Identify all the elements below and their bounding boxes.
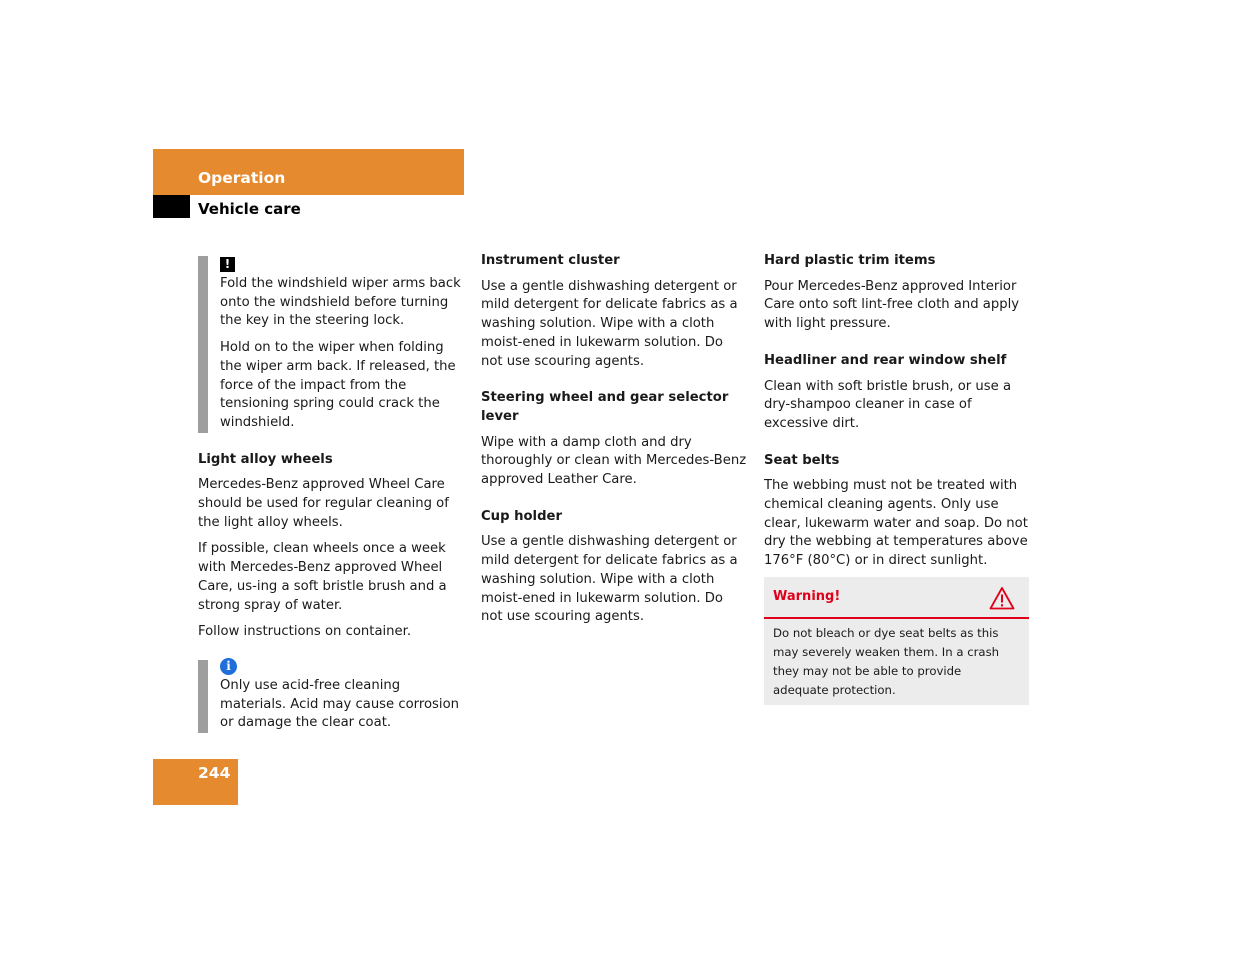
section-paragraph: Follow instructions on container. — [198, 624, 412, 640]
section-marker — [153, 195, 190, 218]
section-instrument-cluster — [481, 252, 747, 371]
warning-label: Warning! — [773, 588, 841, 604]
note-bar — [198, 256, 208, 433]
section-paragraph: Pour Mercedes-Benz approved Interior Care onto soft lint-free cloth and apply with light pressure. — [764, 278, 1020, 332]
section-heading: Cup holder — [481, 508, 562, 524]
section-paragraph: Mercedes-Benz approved Wheel Care should be used for regular cleaning of the light alloy wheels. — [198, 477, 449, 530]
section-cup-holder — [481, 508, 747, 627]
column-right — [764, 252, 1030, 705]
section-heading: Steering wheel and gear selector lever — [481, 390, 729, 424]
section-paragraph: Wipe with a damp cloth and dry thoroughly or clean with Mercedes-Benz approved Leather Care. — [481, 434, 747, 488]
section-paragraph: If possible, clean wheels once a week with Mercedes-Benz approved Wheel Care, us-ing a soft bristle brush and a strong spray of water. — [198, 541, 447, 613]
section-hard-plastic-trim — [764, 252, 1030, 334]
section-seat-belts — [764, 452, 1030, 571]
note-paragraph: Only use acid-free cleaning materials. Acid may cause corrosion or damage the clear coat. — [220, 677, 460, 731]
exclamation-icon: ! — [220, 257, 235, 272]
note-bar — [198, 660, 208, 733]
section-title: Vehicle care — [198, 200, 301, 218]
info-icon: i — [220, 658, 237, 675]
warning-box — [764, 577, 1029, 705]
caution-note-wiper — [198, 252, 464, 433]
section-headliner — [764, 352, 1030, 434]
warning-triangle-icon — [989, 586, 1015, 610]
section-paragraph: Use a gentle dishwashing detergent or mild detergent for delicate fabrics as a washing solution. Wipe with a cloth moist-ened in lukewarm solution. Do not use scouring agents. — [481, 534, 738, 625]
section-steering-wheel — [481, 389, 747, 490]
section-paragraph: Clean with soft bristle brush, or use a dry-shampoo cleaner in case of excessive dirt. — [764, 378, 1012, 431]
note-paragraph: Fold the windshield wiper arms back onto the windshield before turning the key in the steering lock. — [220, 276, 461, 329]
page-number: 244 — [198, 764, 231, 782]
section-heading: Hard plastic trim items — [764, 253, 936, 268]
info-note-acid — [198, 656, 464, 733]
section-light-alloy-wheels — [198, 451, 464, 642]
warning-header — [764, 577, 1029, 619]
column-middle — [481, 252, 747, 645]
chapter-title: Operation — [198, 169, 286, 187]
section-heading: Headliner and rear window shelf — [764, 352, 1007, 368]
section-heading: Light alloy wheels — [198, 451, 333, 467]
warning-text: Do not bleach or dye seat belts as this may severely weaken them. In a crash they may not be able to provide adequate protection. — [773, 625, 1000, 697]
column-left — [198, 252, 464, 733]
section-heading: Seat belts — [764, 452, 840, 468]
section-paragraph: The webbing must not be treated with chemical cleaning agents. Only use clear, lukewarm water and soap. Do not dry the webbing at temperatures above 176°F (80°C) or in direct sunlight. — [764, 478, 1028, 569]
section-paragraph: Use a gentle dishwashing detergent or mild detergent for delicate fabrics as a washing solution. Wipe with a cloth moist-ened in lukewarm solution. Do not use scouring agents. — [481, 278, 738, 369]
note-paragraph: Hold on to the wiper when folding the wiper arm back. If released, the force of the impact from the tensioning spring could crack the windshield. — [220, 340, 456, 430]
section-heading: Instrument cluster — [481, 253, 620, 268]
